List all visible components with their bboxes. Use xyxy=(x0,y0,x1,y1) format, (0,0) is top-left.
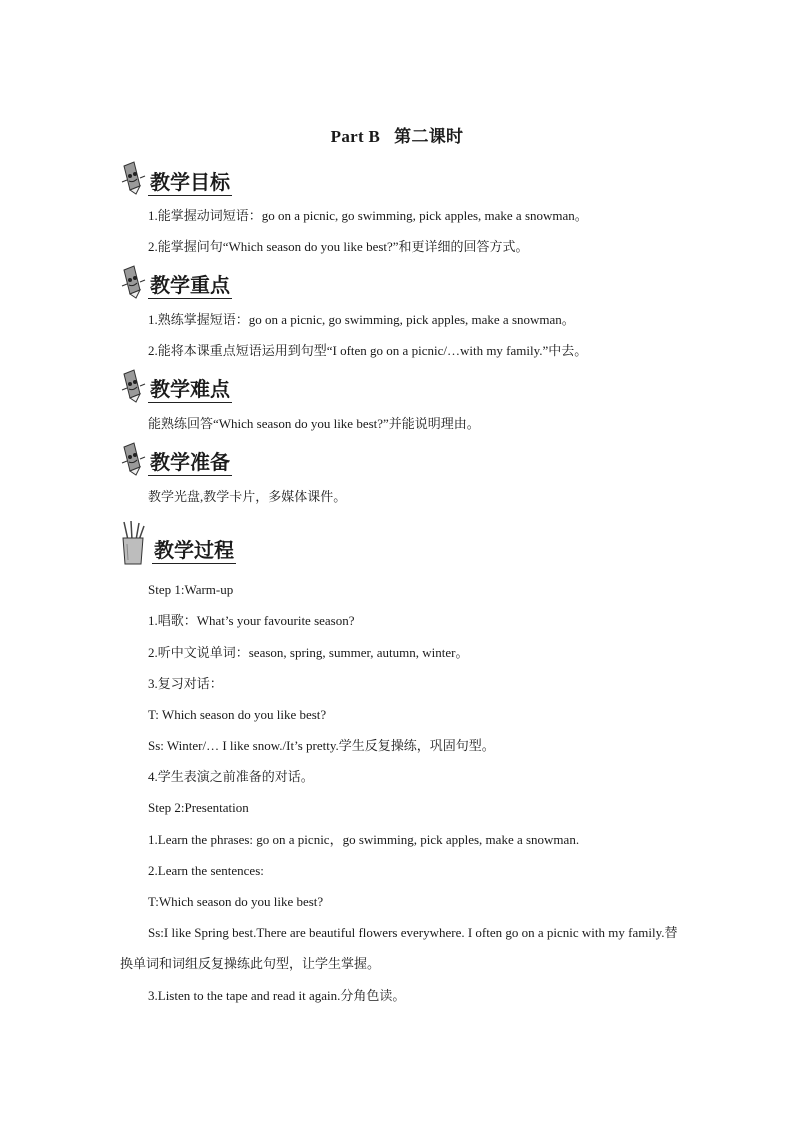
key-point-item-2: 2.能将本课重点短语运用到句型“I often go on a picnic/…with my family.”中去。 xyxy=(148,343,588,358)
pencil-mascot-icon xyxy=(118,264,148,300)
process-item-2: 1.唱歌：What’s your favourite season? xyxy=(148,613,355,628)
section-heading: 教学目标 xyxy=(150,170,230,194)
key-point-item-1: 1.熟练掌握短语：go on a picnic, go swimming, pick apples, make a snowman。 xyxy=(148,312,575,327)
process-item-11: T:Which season do you like best? xyxy=(148,894,324,909)
process-item-6: Ss: Winter/… I like snow./It’s pretty.学生反复操练，巩固句型。 xyxy=(148,738,495,753)
process-item-5: T: Which season do you like best? xyxy=(148,707,327,722)
process-item-last: 3.Listen to the tape and read it again.分角色读。 xyxy=(148,988,406,1003)
process-item-10: 2.Learn the sentences: xyxy=(148,863,264,878)
objective-item-2: 2.能掌握问句“Which season do you like best?”和更详细的回答方式。 xyxy=(148,239,529,254)
difficulty-item-1: 能熟练回答“Which season do you like best?”并能说明理由。 xyxy=(148,416,480,431)
process-item-7: 4.学生表演之前准备的对话。 xyxy=(148,769,314,784)
section-heading: 教学重点 xyxy=(150,273,230,297)
pencil-mascot-icon xyxy=(118,368,148,404)
process-item-9: 1.Learn the phrases: go on a picnic，go swimming, pick apples, make a snowman. xyxy=(148,832,580,847)
section-heading: 教学过程 xyxy=(154,538,234,562)
page-title xyxy=(0,122,794,147)
pencil-cup-icon xyxy=(118,520,148,566)
section-heading: 教学准备 xyxy=(150,450,230,474)
preparation-item-1: 教学光盘,教学卡片，多媒体课件。 xyxy=(148,489,347,504)
pencil-mascot-icon xyxy=(118,441,148,477)
process-item-4: 3.复习对话： xyxy=(148,676,223,691)
process-paragraph: Ss:I like Spring best.There are beautiful flowers everywhere. I often go on a picnic with my family.替换单词和词组反复操练此句型，让学生掌握。 xyxy=(120,925,678,971)
title-part: Part B xyxy=(330,127,381,146)
title-lesson: 第二课时 xyxy=(394,127,464,146)
section-heading: 教学难点 xyxy=(150,377,230,401)
objective-item-1: 1.能掌握动词短语：go on a picnic, go swimming, pick apples, make a snowman。 xyxy=(148,208,588,223)
pencil-mascot-icon xyxy=(118,160,148,196)
process-item-3: 2.听中文说单词：season, spring, summer, autumn, winter。 xyxy=(148,645,469,660)
process-item-8: Step 2:Presentation xyxy=(148,800,249,815)
process-item-1: Step 1:Warm-up xyxy=(148,582,234,597)
